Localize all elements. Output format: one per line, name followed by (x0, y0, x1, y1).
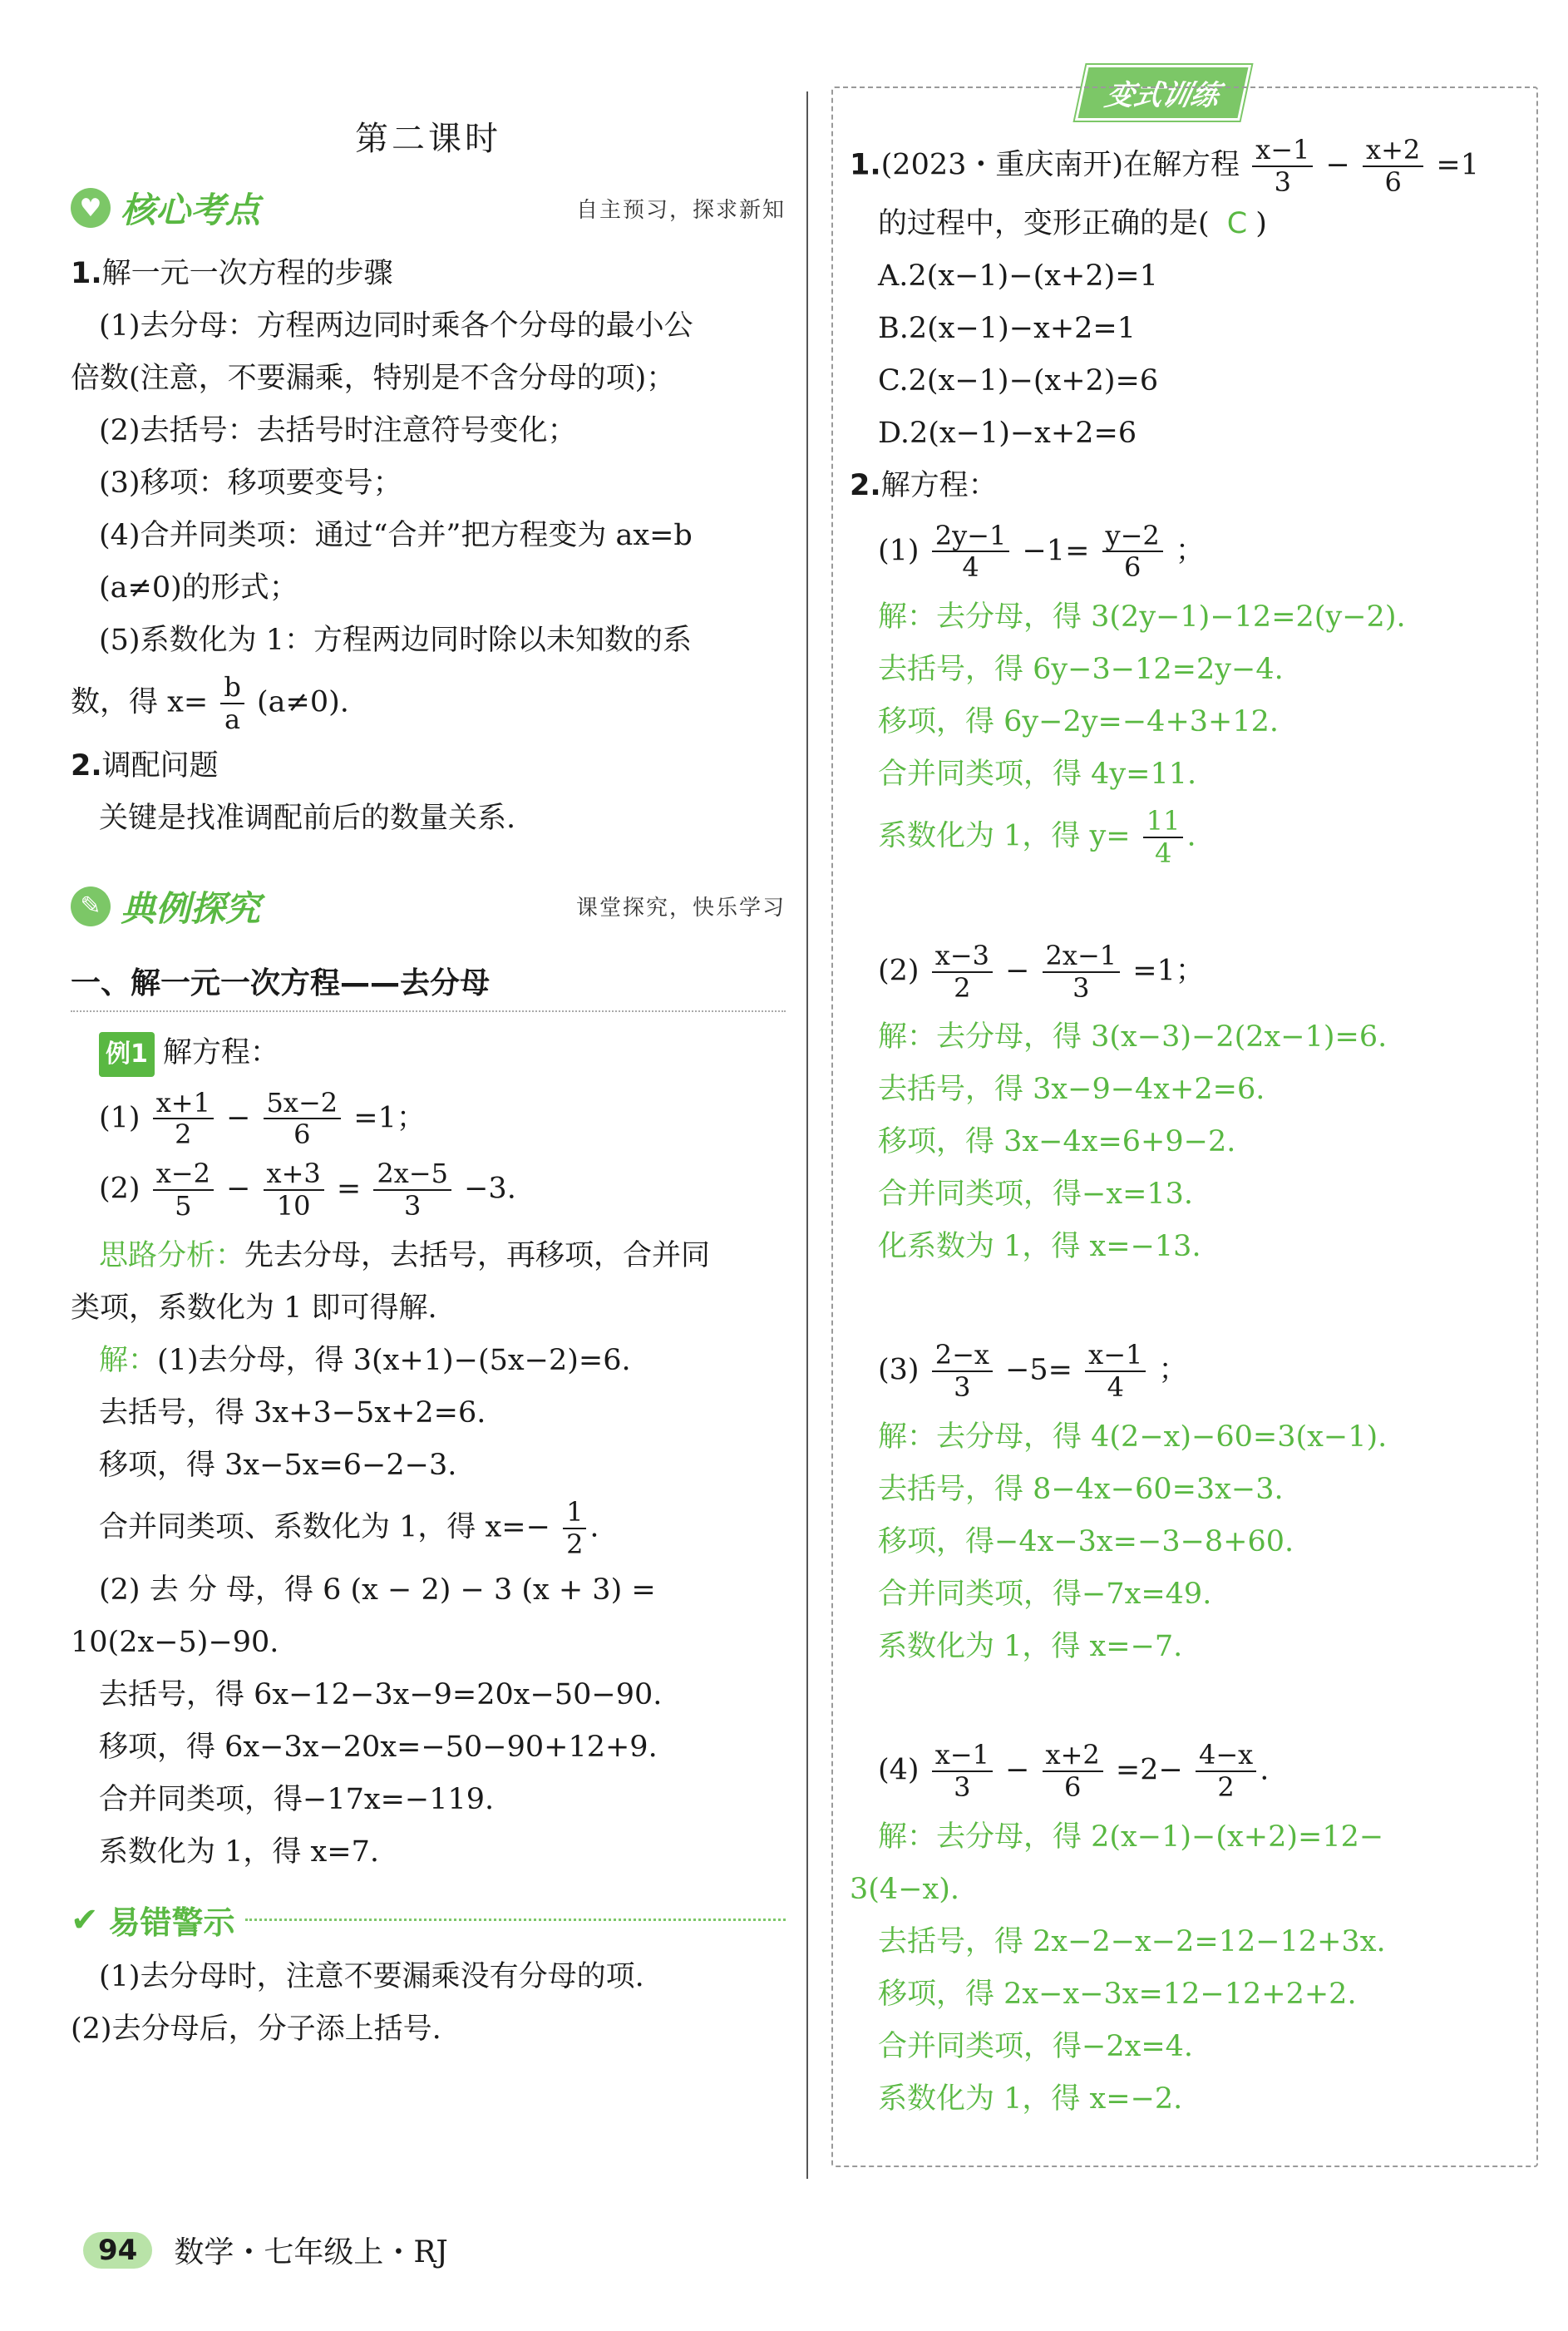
problem-label: (2) (878, 954, 920, 988)
step-line: (3)移项：移项要变号； (99, 467, 402, 500)
example-section-title: 典例探究 (121, 887, 261, 929)
fraction (153, 1088, 214, 1151)
answer-last-line (850, 806, 1520, 869)
solution-line: (2) 去 分 母，得 6 (x − 2) − 3 (x + 3) = (99, 1573, 656, 1608)
equation-tail: ； (1158, 1353, 1188, 1387)
denominator: 3 (954, 1770, 971, 1803)
solution-1-first (71, 1335, 786, 1387)
fraction (932, 1340, 993, 1403)
problem-label: (4) (878, 1753, 920, 1787)
option-line: C.2(x−1)−(x+2)=6 (878, 363, 1159, 398)
question-number: 1. (850, 148, 881, 182)
question-text: (2023・重庆南开)在解方程 (880, 148, 1240, 182)
subsection-heading: 一、解一元一次方程——去分母 (71, 960, 786, 1012)
denominator: 2 (1217, 1770, 1235, 1803)
lesson-title: 第二课时 (355, 120, 501, 158)
answer-choice: C (1226, 206, 1248, 240)
warning-title: 易错警示 (108, 1904, 235, 1942)
core-section-title: 核心考点 (121, 190, 261, 230)
step-line: 倍数(注意，不要漏乘，特别是不含分母的项)； (71, 362, 676, 395)
numerator: 1 (563, 1497, 586, 1529)
solution-line: (1)去分母，得 3(x+1)−(5x−2)=6. (157, 1343, 631, 1377)
operator: − (1325, 148, 1350, 182)
answer-text: 系数化为 1，得 y= (878, 819, 1131, 853)
solution-text: . (589, 1510, 599, 1544)
prompt-text: 解方程： (162, 1035, 279, 1069)
answer-line: 合并同类项，得−2x=4. (878, 2029, 1194, 2063)
denominator: 6 (1063, 1770, 1082, 1803)
answer-line: 合并同类项，得−x=13. (878, 1178, 1194, 1212)
page-number: 94 (83, 2232, 152, 2269)
problem-1 (71, 1088, 786, 1151)
fraction (932, 1740, 993, 1803)
question-text: 解方程： (880, 468, 998, 502)
answer-line: 3(4−x). (850, 1872, 960, 1906)
problem-label: (2) (99, 1172, 141, 1206)
right-column (831, 86, 1538, 2167)
numerator: x−1 (932, 1740, 993, 1772)
core-item-2-heading (71, 740, 786, 793)
left-column (71, 91, 786, 2056)
numerator: 2−x (932, 1340, 993, 1372)
denominator: 4 (962, 551, 979, 584)
numerator: 2x−5 (373, 1158, 451, 1191)
operator: − (226, 1100, 251, 1134)
answer-line: 去括号，得 2x−2−x−2=12−12+3x. (878, 1924, 1386, 1958)
numerator: b (220, 672, 244, 704)
fraction (1102, 521, 1163, 584)
numerator: x+2 (1043, 1740, 1103, 1772)
denominator: 6 (1123, 551, 1141, 584)
analysis (71, 1230, 786, 1282)
fraction (932, 521, 1010, 584)
operator: −5= (1005, 1353, 1072, 1387)
answer-line: 去括号，得 3x−9−4x+2=6. (878, 1073, 1265, 1107)
denominator: 2 (954, 971, 971, 1004)
core-item-1-title: 解一元一次方程的步骤 (101, 257, 393, 290)
problem-2 (71, 1158, 786, 1222)
question-2-heading (850, 460, 1520, 512)
answer-line: 化系数为 1，得 x=−13. (878, 1230, 1201, 1264)
question-1-line-1 (850, 135, 1520, 198)
answer-line: 去括号，得 8−4x−60=3x−3. (878, 1472, 1284, 1506)
answer-line: 移项，得 3x−4x=6+9−2. (878, 1125, 1236, 1159)
equation-tail: =1； (1132, 954, 1205, 988)
step-line: (4)合并同类项：通过“合并”把方程变为 ax=b (99, 519, 693, 552)
warning-line: (1)去分母时，注意不要漏乘没有分母的项. (99, 1960, 644, 1994)
option-line: A.2(x−1)−(x+2)=1 (878, 259, 1158, 293)
answer-line: 移项，得−4x−3x=−3−8+60. (878, 1524, 1294, 1558)
solution-line: 去括号，得 6x−12−3x−9=20x−50−90. (99, 1678, 663, 1712)
core-item-2-number: 2. (71, 748, 102, 783)
solution-text: 合并同类项、系数化为 1，得 x=− (99, 1510, 550, 1544)
solution-line: 10(2x−5)−90. (71, 1626, 279, 1660)
step-line: (a≠0)的形式； (99, 571, 298, 605)
step-line: (5)系数化为 1：方程两边同时除以未知数的系 (99, 624, 692, 657)
example-prompt (71, 1027, 786, 1079)
fraction (1252, 135, 1313, 198)
solution-line: 移项，得 6x−3x−20x=−50−90+12+9. (99, 1731, 658, 1765)
numerator: 2y−1 (932, 521, 1010, 553)
answer-line: 去括号，得 6y−3−12=2y−4. (878, 653, 1284, 687)
answer-line: 解：去分母，得 2(x−1)−(x+2)=12− (878, 1820, 1384, 1854)
fraction (932, 941, 993, 1004)
fraction (264, 1088, 342, 1151)
fraction (1043, 941, 1121, 1004)
fraction (1363, 135, 1423, 198)
denominator: 3 (403, 1189, 422, 1222)
practice-problem-2 (850, 941, 1520, 1004)
spacer (850, 1273, 1520, 1331)
denominator: 4 (1107, 1371, 1124, 1404)
warning-content (71, 1951, 786, 2056)
formula-text: (a≠0). (256, 685, 349, 719)
numerator: 2x−1 (1043, 941, 1121, 973)
problem-label: (1) (878, 533, 920, 567)
problem-label: (1) (99, 1100, 141, 1134)
core-item-2-title: 调配问题 (101, 748, 219, 783)
book-label: 数学・七年级上・RJ (174, 2235, 448, 2269)
denominator: 4 (1154, 837, 1172, 869)
equation-tail: −3. (464, 1172, 516, 1206)
answer-line: 系数化为 1，得 x=−7. (878, 1629, 1183, 1663)
fraction (264, 1158, 324, 1222)
numerator: 4−x (1196, 1740, 1256, 1772)
operator: = (336, 1172, 362, 1206)
option-line: B.2(x−1)−x+2=1 (878, 311, 1137, 345)
step-line: (2)去括号：去括号时注意符号变化； (99, 414, 577, 447)
solution-line: 移项，得 3x−5x=6−2−3. (99, 1448, 457, 1482)
example-section-subtitle: 课堂探究，快乐学习 (575, 896, 786, 921)
denominator: 5 (175, 1189, 192, 1222)
practice-problem-1 (850, 521, 1520, 584)
practice-problem-4 (850, 1740, 1520, 1803)
analysis-text-2: 类项，系数化为 1 即可得解. (71, 1291, 437, 1325)
question-1-line-2 (850, 198, 1520, 250)
denominator: 3 (954, 1371, 971, 1404)
fraction (1043, 1740, 1103, 1803)
fraction (1143, 806, 1184, 869)
core-section-header (71, 183, 786, 233)
core-item-2-text: 关键是找准调配前后的数量关系. (99, 801, 516, 835)
question-text: 的过程中，变形正确的是( (878, 206, 1210, 240)
solution-line: 系数化为 1，得 x=7. (99, 1835, 379, 1869)
solution-line: 合并同类项，得−17x=−119. (99, 1783, 495, 1817)
solution-label: 解： (99, 1343, 158, 1377)
denominator: 2 (566, 1528, 584, 1560)
example-content (71, 1027, 786, 1879)
core-item-1-number: 1. (71, 257, 102, 290)
operator: − (226, 1172, 251, 1206)
question-number: 2. (850, 468, 881, 502)
practice-content (833, 88, 1536, 2126)
numerator: x+1 (153, 1088, 214, 1120)
answer-line: 解：去分母，得 3(2y−1)−12=2(y−2). (878, 600, 1406, 635)
option-line: D.2(x−1)−x+2=6 (878, 416, 1137, 450)
fraction (1196, 1740, 1256, 1803)
book-icon: ✎ (71, 886, 111, 926)
formula-text: 数，得 x= (71, 685, 209, 719)
fraction (373, 1158, 451, 1222)
denominator: 3 (1274, 165, 1291, 198)
numerator: x−2 (153, 1158, 214, 1191)
fraction (563, 1497, 586, 1560)
numerator: x−3 (932, 941, 993, 973)
equation-tail: . (1260, 1753, 1270, 1787)
practice-problem-3 (850, 1340, 1520, 1403)
denominator: 6 (293, 1119, 311, 1151)
answer-line: 系数化为 1，得 x=−2. (878, 2082, 1183, 2116)
answer-line: 移项，得 6y−2y=−4+3+12. (878, 705, 1280, 739)
operator: =2− (1115, 1753, 1183, 1787)
numerator: 11 (1143, 806, 1184, 838)
page-footer (83, 2229, 448, 2271)
core-item-1-heading (71, 248, 786, 300)
numerator: x+3 (264, 1158, 324, 1191)
answer-line: 解：去分母，得 3(x−3)−2(2x−1)=6. (878, 1020, 1388, 1054)
spacer (850, 874, 1520, 932)
numerator: y−2 (1102, 521, 1163, 553)
denominator: a (224, 703, 241, 735)
operator: − (1005, 954, 1030, 988)
check-icon: ✔ (71, 1900, 99, 1939)
example-section-header (71, 882, 786, 931)
warning-line: (2)去分母后，分子添上括号. (71, 2012, 441, 2047)
denominator: 2 (175, 1119, 192, 1151)
operator: − (1005, 1753, 1030, 1787)
answer-line: 移项，得 2x−x−3x=12−12+2+2. (878, 1977, 1357, 2011)
question-text: ) (1255, 206, 1267, 240)
step-5-formula (71, 672, 786, 735)
answer-text: . (1186, 819, 1196, 853)
fraction-b-over-a (220, 672, 244, 735)
column-divider (806, 91, 808, 2179)
equation-tail: =1； (353, 1100, 426, 1134)
analysis-text: 先去分母，去括号，再移项，合并同 (244, 1238, 711, 1272)
solution-line: 去括号，得 3x+3−5x+2=6. (99, 1395, 486, 1430)
fraction (153, 1158, 214, 1222)
denominator: 3 (1072, 971, 1090, 1004)
numerator: 5x−2 (264, 1088, 342, 1120)
analysis-label: 思路分析： (99, 1238, 245, 1272)
operator: −1= (1022, 533, 1090, 567)
numerator: x−1 (1252, 135, 1313, 167)
core-content (71, 248, 786, 845)
numerator: x−1 (1085, 1340, 1146, 1372)
equation-tail: ； (1175, 533, 1205, 567)
spacer (850, 1673, 1520, 1731)
core-section-subtitle: 自主预习，探求新知 (575, 197, 786, 223)
numerator: x+2 (1363, 135, 1423, 167)
problem-label: (3) (878, 1353, 920, 1387)
step-line: (1)去分母：方程两边同时乘各个分母的最小公 (99, 309, 693, 343)
answer-line: 解：去分母，得 4(2−x)−60=3(x−1). (878, 1420, 1388, 1454)
warning-divider (245, 1919, 786, 1921)
denominator: 10 (276, 1189, 311, 1222)
practice-banner: 变式训练 (1075, 65, 1251, 121)
equation-tail: =1 (1436, 148, 1479, 182)
solution-1-last (71, 1497, 786, 1560)
heart-icon: ♥ (71, 188, 111, 228)
fraction (1085, 1340, 1146, 1403)
example-tag: 例1 (99, 1032, 155, 1077)
warning-header (71, 1897, 786, 1943)
answer-line: 合并同类项，得−7x=49. (878, 1577, 1212, 1611)
answer-line: 合并同类项，得 4y=11. (878, 758, 1197, 792)
denominator: 6 (1384, 165, 1402, 198)
